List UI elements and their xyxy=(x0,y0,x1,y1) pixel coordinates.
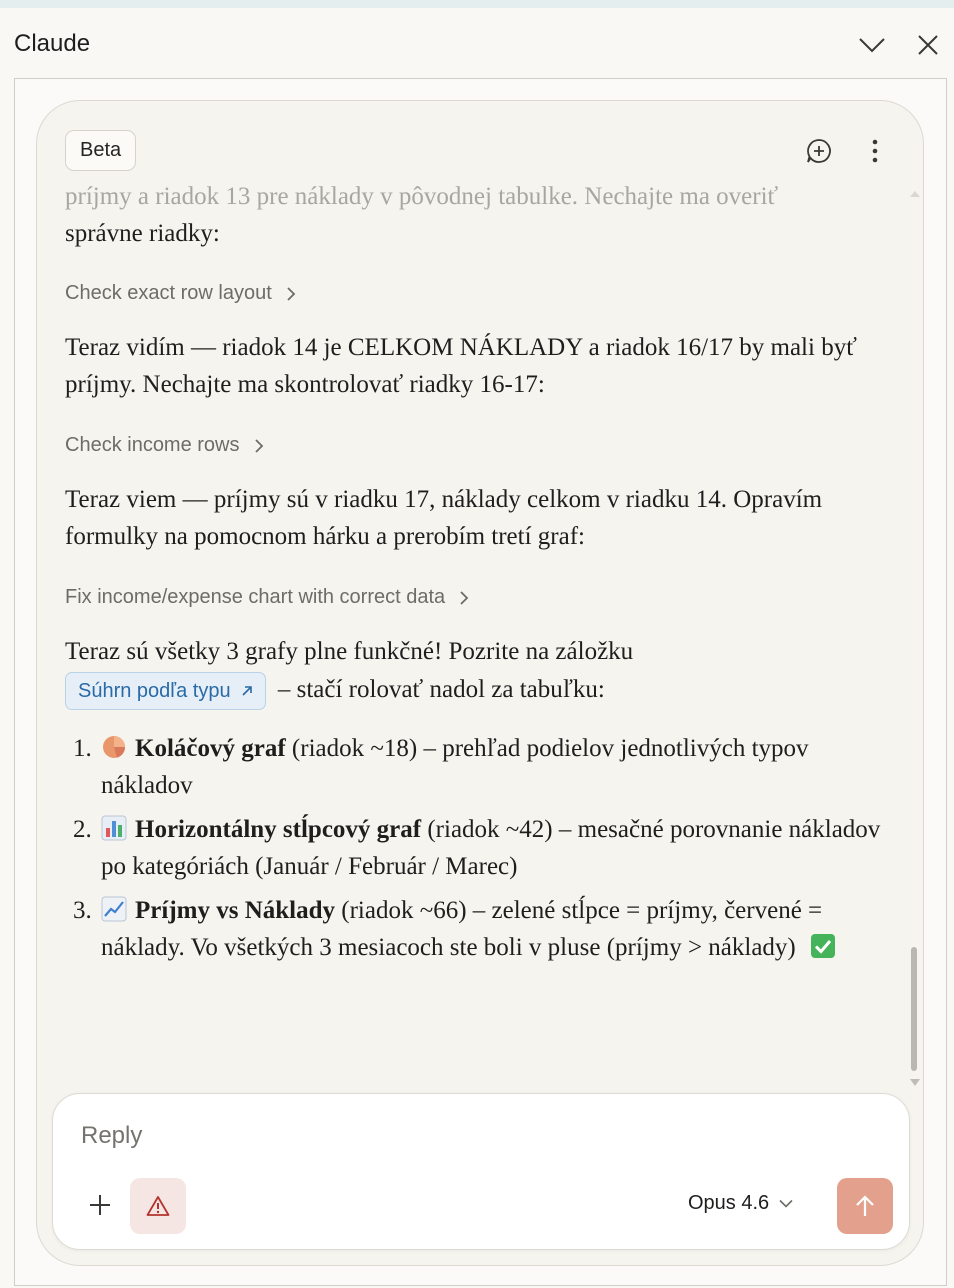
list-item-title: Horizontálny stĺpcový graf xyxy=(135,816,422,843)
chevron-right-icon xyxy=(254,438,264,454)
scroll-up-arrow-icon[interactable] xyxy=(910,191,920,197)
list-item-text: (riadok ~18) – prehľad podielov jednotlivých typov nákladov xyxy=(101,735,809,799)
chat-panel xyxy=(36,100,924,1266)
list-item xyxy=(65,893,885,966)
tool-call-check-income-rows[interactable] xyxy=(65,434,264,457)
more-vertical-icon[interactable] xyxy=(859,135,891,167)
beta-badge: Beta xyxy=(65,130,136,171)
check-mark-emoji-icon xyxy=(810,933,836,959)
external-link-icon xyxy=(241,685,253,697)
scrollbar-thumb[interactable] xyxy=(911,947,917,1071)
reply-composer xyxy=(52,1093,910,1250)
list-number: 2. xyxy=(73,816,92,843)
chart-increasing-emoji-icon xyxy=(101,896,127,922)
model-name: Opus 4.6 xyxy=(688,1192,770,1214)
list-item-title: Koláčový graf xyxy=(135,735,286,762)
tool-call-check-row-layout[interactable] xyxy=(65,282,296,305)
list-item-text: (riadok ~42) – mesačné porovnanie nákladov po kategóriách (Január / Február / Marec) xyxy=(101,816,881,880)
bar-chart-emoji-icon xyxy=(101,815,127,841)
message-scroll-area[interactable] xyxy=(37,181,907,1076)
list-number: 1. xyxy=(73,735,92,762)
sheet-link-chip[interactable] xyxy=(65,672,266,710)
plus-icon xyxy=(88,1193,112,1217)
sheet-link-label: Súhrn podľa typu xyxy=(78,680,231,703)
faded-text: príjmy a riadok 13 pre náklady v pôvodnej tabulke. Nechajte ma overiť xyxy=(65,183,779,210)
send-button[interactable] xyxy=(837,1178,893,1234)
arrow-up-icon xyxy=(855,1194,875,1218)
plus-chat-icon[interactable] xyxy=(803,135,835,167)
scrollbar[interactable] xyxy=(907,181,921,1091)
window-title: Claude xyxy=(14,30,91,57)
window-top-strip xyxy=(0,0,954,8)
paragraph-3-tail: – stačí rolovať nadol za tabuľku: xyxy=(271,676,605,703)
assistant-paragraph-3 xyxy=(65,633,885,710)
tool-call-label: Check income rows xyxy=(65,434,240,456)
intro-tail-text: správne riadky: xyxy=(65,220,220,247)
warning-triangle-icon xyxy=(146,1195,170,1217)
model-selector[interactable] xyxy=(688,1192,793,1215)
list-item xyxy=(65,812,885,885)
paragraph-3-text: Teraz sú všetky 3 grafy plne funkčné! Pozrite na záložku xyxy=(65,638,634,665)
list-item-text: (riadok ~66) – zelené stĺpce = príjmy, červené = náklady. Vo všetkých 3 mesiacoch ste boli v pluse (príjmy > náklady) xyxy=(101,897,823,961)
list-number: 3. xyxy=(73,897,92,924)
chart-list xyxy=(65,731,885,974)
assistant-message-intro xyxy=(65,181,885,252)
chevron-right-icon xyxy=(286,286,296,302)
title-bar xyxy=(0,8,954,78)
tool-call-label: Fix income/expense chart with correct data xyxy=(65,586,446,608)
list-item xyxy=(65,731,885,804)
pie-emoji-icon xyxy=(101,734,127,760)
close-icon[interactable] xyxy=(913,30,943,60)
reply-input[interactable] xyxy=(81,1122,781,1150)
warning-button[interactable] xyxy=(130,1178,186,1234)
tool-call-label: Check exact row layout xyxy=(65,282,272,304)
chevron-down-icon[interactable] xyxy=(857,30,887,60)
scroll-down-arrow-icon[interactable] xyxy=(910,1079,920,1086)
list-item-title: Príjmy vs Náklady xyxy=(135,897,335,924)
chevron-right-icon xyxy=(459,590,469,606)
assistant-paragraph-1: Teraz vidím — riadok 14 je CELKOM NÁKLADY a riadok 16/17 by mali byť príjmy. Nechajte ma skontrolovať riadky 16-17: xyxy=(65,334,857,398)
assistant-paragraph-2: Teraz viem — príjmy sú v riadku 17, náklady celkom v riadku 14. Opravím formulky na pomocnom hárku a prerobím tretí graf: xyxy=(65,486,823,550)
chevron-down-icon xyxy=(779,1199,793,1208)
tool-call-fix-chart[interactable] xyxy=(65,586,469,609)
add-attachment-button[interactable] xyxy=(81,1186,119,1224)
